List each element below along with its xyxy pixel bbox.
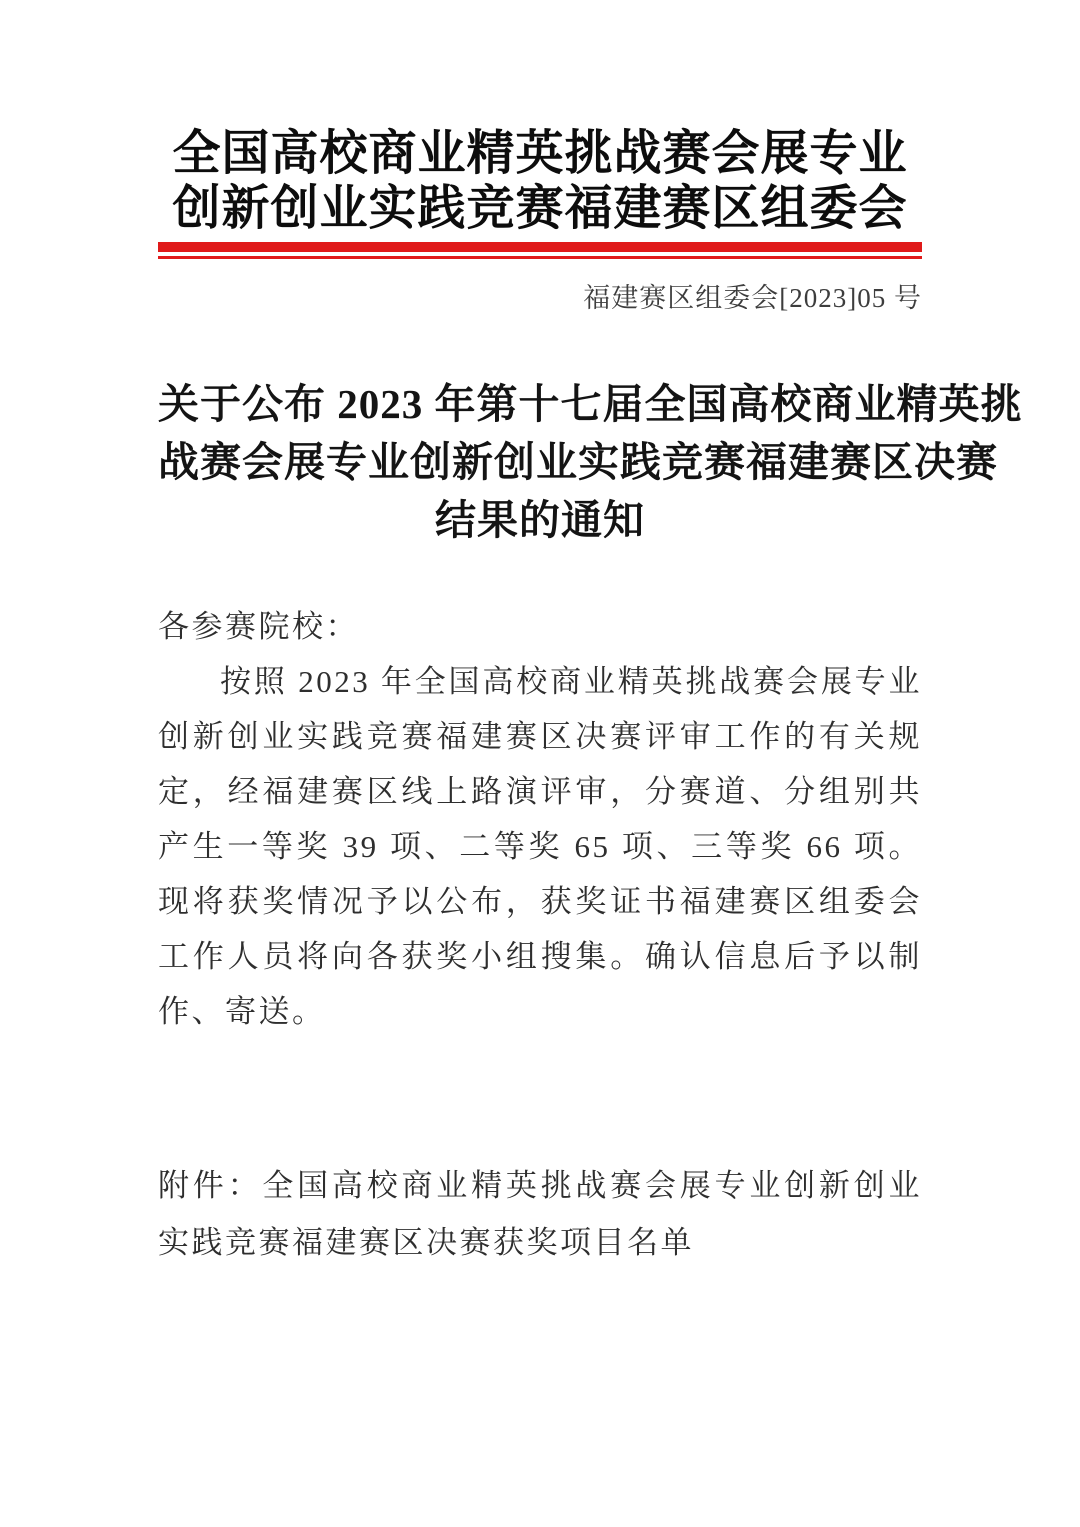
letterhead-org-title	[158, 0, 922, 236]
notice-title	[158, 375, 1023, 549]
org-title-line-2: 创新创业实践竞赛福建赛区组委会	[172, 182, 908, 235]
notice-title-line-3: 结果的通知	[435, 497, 645, 543]
notice-body	[158, 599, 922, 1039]
red-rule-thick-line	[158, 242, 922, 252]
salutation: 各参赛院校：	[158, 609, 359, 644]
body-paragraph: 按照 2023 年全国高校商业精英挑战赛会展专业创新创业实践竞赛福建赛区决赛评审工作的有关规定，经福建赛区线上路演评审，分赛道、分组别共产生一等奖 39 项、二等奖 65 项、三等奖 66 项。现将获奖情况予以公布，获奖证书福建赛区组委会工作人员将向各获奖小组搜集。确认信息后予以制作、寄送。	[158, 664, 922, 1029]
attachment-note: 附件：全国高校商业精英挑战赛会展专业创新创业实践竞赛福建赛区决赛获奖项目名单	[158, 1168, 922, 1260]
notice-title-line-2: 战赛会展专业创新创业实践竞赛福建赛区决赛	[158, 439, 998, 485]
org-title-line-1: 全国高校商业精英挑战赛会展专业	[172, 127, 908, 180]
red-separator-rule	[158, 242, 922, 259]
notice-title-line-1: 关于公布 2023 年第十七届全国高校商业精英挑	[158, 381, 1023, 427]
red-rule-thin-line	[158, 256, 922, 259]
doc-number: 福建赛区组委会[2023]05 号	[583, 283, 922, 313]
